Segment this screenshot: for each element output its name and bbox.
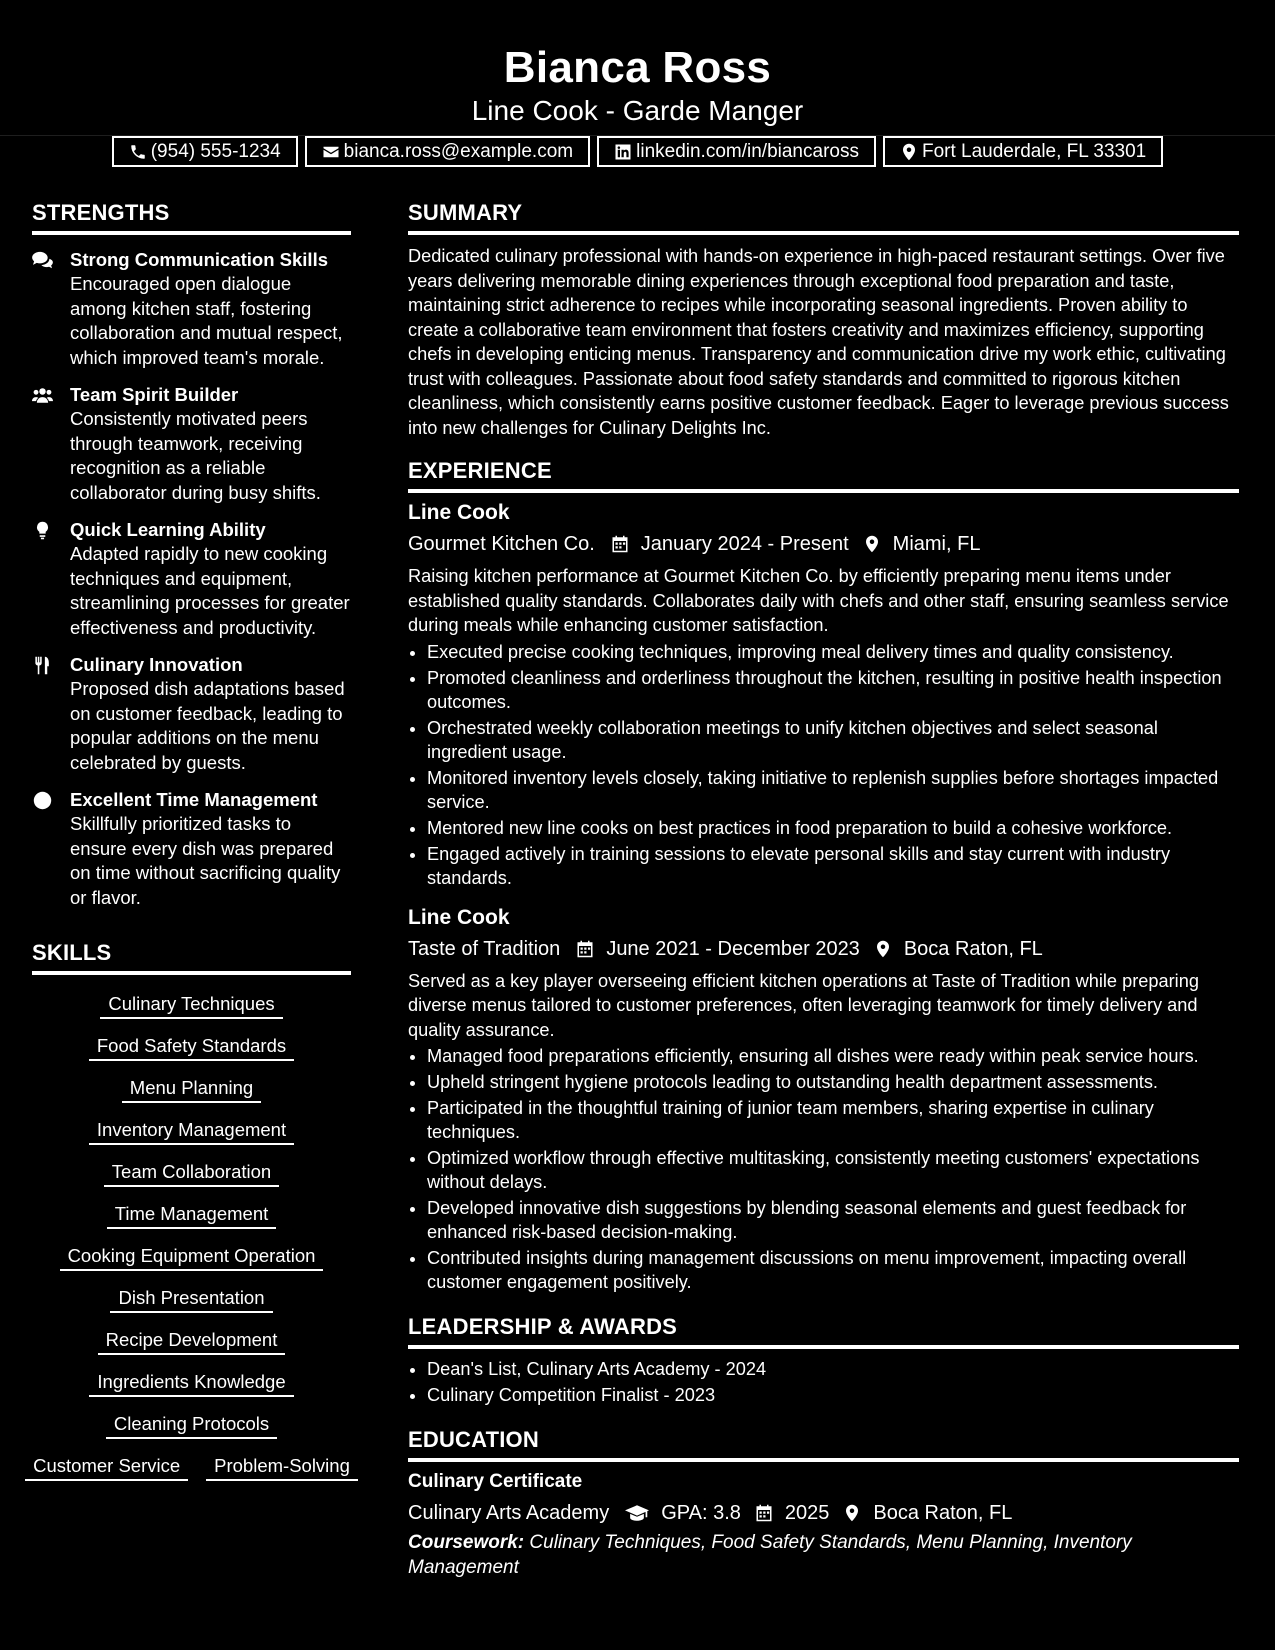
resume-header xyxy=(0,0,1275,162)
education-year: 2025 xyxy=(784,1502,830,1524)
left-column xyxy=(32,196,351,1481)
gpa-text: GPA: 3.8 xyxy=(661,1502,741,1524)
job-description: Served as a key player overseeing efficient kitchen operations at Taste of Tradition while preparing diverse menus tailored to customer preferences, often leveraging teamwork for timely delivery and quality assurance. xyxy=(408,970,1199,1040)
map-pin-icon xyxy=(843,1503,861,1523)
phone-text: (954) 555-1234 xyxy=(150,140,281,162)
job-entry xyxy=(408,499,1239,890)
contact-phone[interactable] xyxy=(112,136,298,167)
strength-title: Strong Communication Skills xyxy=(70,249,328,270)
job-bullets xyxy=(408,640,1239,890)
strength-title: Team Spirit Builder xyxy=(70,384,239,405)
education-meta xyxy=(408,1498,1239,1528)
education-heading: EDUCATION xyxy=(408,1423,1239,1462)
job-meta xyxy=(408,934,1239,964)
skill-tag: Food Safety Standards xyxy=(89,1033,294,1061)
candidate-name: Bianca Ross xyxy=(503,43,772,92)
graduation-cap-icon xyxy=(625,1503,649,1523)
skill-tag: Culinary Techniques xyxy=(100,991,282,1019)
contact-bar xyxy=(0,136,1275,167)
coursework-label: Coursework: xyxy=(408,1532,525,1553)
skill-tag: Inventory Management xyxy=(89,1117,294,1145)
strength-item xyxy=(32,248,351,370)
location-text: Fort Lauderdale, FL 33301 xyxy=(921,140,1147,162)
job-bullet: • Upheld stringent hygiene protocols leading to outstanding health department assessments. xyxy=(427,1070,1239,1094)
skill-tag: Cooking Equipment Operation xyxy=(60,1243,324,1271)
skill-tag: Menu Planning xyxy=(122,1075,261,1103)
clock-icon xyxy=(32,791,53,810)
job-bullet: • Orchestrated weekly collaboration meetings to unify kitchen objectives and select seasonal ingredient usage. xyxy=(427,716,1239,764)
education-location: Boca Raton, FL xyxy=(873,1502,1013,1524)
job-title: Line Cook xyxy=(408,905,510,929)
job-entry xyxy=(408,904,1239,1295)
contact-linkedin[interactable] xyxy=(597,136,876,167)
skill-tag: Customer Service xyxy=(25,1453,188,1481)
job-bullet: • Developed innovative dish suggestions by blending seasonal elements and guest feedback for enhanced risk-based decision-making. xyxy=(427,1196,1239,1244)
award-item: • Dean's List, Culinary Arts Academy - 2024 xyxy=(427,1357,1239,1381)
linkedin-text: linkedin.com/in/biancaross xyxy=(636,140,859,162)
right-column xyxy=(408,196,1239,1580)
calendar-icon xyxy=(611,534,629,554)
job-dates: June 2021 - December 2023 xyxy=(606,937,860,960)
linkedin-icon xyxy=(614,143,632,161)
comments-icon xyxy=(32,251,53,270)
job-bullet: • Executed precise cooking techniques, improving meal delivery times and quality consistency. xyxy=(427,640,1239,664)
map-pin-icon xyxy=(900,143,918,161)
map-pin-icon xyxy=(874,939,892,959)
job-bullets xyxy=(408,1044,1239,1294)
skill-tag: Cleaning Protocols xyxy=(106,1411,277,1439)
job-bullet: • Managed food preparations efficiently, ensuring all dishes were ready within peak service hours. xyxy=(427,1044,1239,1068)
experience-heading: EXPERIENCE xyxy=(408,454,1239,493)
job-title: Line Cook xyxy=(408,501,510,524)
strength-desc: Skillfully prioritized tasks to ensure every dish was prepared on time without sacrificing quality or flavor. xyxy=(70,813,341,908)
skill-tag: Problem-Solving xyxy=(206,1453,358,1481)
strength-title: Culinary Innovation xyxy=(70,654,243,675)
envelope-icon xyxy=(322,143,340,161)
skill-tag: Team Collaboration xyxy=(104,1159,279,1187)
job-bullet: • Participated in the thoughtful training of junior team members, sharing expertise in culinary techniques. xyxy=(427,1096,1239,1144)
strength-item xyxy=(32,383,351,505)
candidate-role: Line Cook - Garde Manger xyxy=(471,95,804,126)
coursework xyxy=(408,1530,1239,1580)
contact-email[interactable] xyxy=(305,136,590,167)
job-company: Taste of Tradition xyxy=(408,937,561,960)
coursework-text: Culinary Techniques, Food Safety Standards, Menu Planning, Inventory Management xyxy=(408,1532,1132,1578)
strength-title: Quick Learning Ability xyxy=(70,519,266,540)
job-meta xyxy=(408,529,1239,559)
contact-location xyxy=(883,136,1163,167)
job-description: Raising kitchen performance at Gourmet Kitchen Co. by efficiently preparing menu items under established quality standards. Collaborates daily with chefs and other staff, ensuring seamless service during meals while enhancing customer satisfaction. xyxy=(408,566,1229,635)
strength-desc: Adapted rapidly to new cooking techniques and equipment, streamlining processes for greater effectiveness and productivity. xyxy=(70,543,350,638)
school-name: Culinary Arts Academy xyxy=(408,1502,610,1524)
strength-item xyxy=(32,653,351,775)
phone-icon xyxy=(129,143,147,161)
strength-desc: Encouraged open dialogue among kitchen staff, fostering collaboration and mutual respect, which improved team's morale. xyxy=(70,273,343,368)
skill-tag: Time Management xyxy=(107,1201,277,1229)
strengths-heading: STRENGTHS xyxy=(32,196,351,235)
job-bullet: • Promoted cleanliness and orderliness throughout the kitchen, resulting in positive health inspection outcomes. xyxy=(427,666,1239,714)
strength-desc: Consistently motivated peers through teamwork, receiving recognition as a reliable collaborator during busy shifts. xyxy=(70,408,321,503)
awards-list xyxy=(408,1357,1239,1407)
job-bullet: • Optimized workflow through effective multitasking, consistently meeting customers' expectations without delays. xyxy=(427,1146,1239,1194)
job-dates: January 2024 - Present xyxy=(640,533,849,555)
calendar-icon xyxy=(576,939,594,959)
skill-tag: Ingredients Knowledge xyxy=(89,1369,293,1397)
calendar-icon xyxy=(755,1503,773,1523)
skill-tag: Recipe Development xyxy=(98,1327,286,1355)
summary-text: Dedicated culinary professional with hands-on experience in high-paced restaurant settings. Over five years delivering memorable dining experiences through exceptional food preparation and taste, maintaining strict adherence to recipes while incorporating seasonal ingredients. Proven ability to create a collaborative team environment that fosters creativity and maximizes efficiency, supporting chefs in developing enticing menus. Transparency and communication drive my work ethic, cultivating trust with colleagues. Passionate about food safety standards and committed to rigorous kitchen cleanliness, which consistently earns positive customer feedback. Eager to leverage previous success into new challenges for Culinary Delights Inc. xyxy=(408,246,1229,438)
degree-title: Culinary Certificate xyxy=(408,1471,583,1492)
strength-title: Excellent Time Management xyxy=(70,789,318,810)
lightbulb-icon xyxy=(32,521,53,540)
job-company: Gourmet Kitchen Co. xyxy=(408,533,595,555)
map-pin-icon xyxy=(863,534,881,554)
job-location: Boca Raton, FL xyxy=(903,937,1043,960)
strength-item xyxy=(32,518,351,640)
utensils-icon xyxy=(32,656,53,675)
job-location: Miami, FL xyxy=(892,533,981,555)
job-bullet: • Monitored inventory levels closely, taking initiative to replenish supplies before shortages impacted service. xyxy=(427,766,1239,814)
email-text: bianca.ross@example.com xyxy=(343,140,574,162)
strength-desc: Proposed dish adaptations based on customer feedback, leading to popular additions on the menu celebrated by guests. xyxy=(70,678,345,773)
strength-item xyxy=(32,788,351,910)
job-bullet: • Engaged actively in training sessions to elevate personal skills and stay current with industry standards. xyxy=(427,842,1239,890)
summary-heading: SUMMARY xyxy=(408,196,1239,235)
skills-list xyxy=(32,991,351,1481)
skill-tag: Dish Presentation xyxy=(110,1285,272,1313)
job-bullet: • Contributed insights during management discussions on menu improvement, impacting overall customer engagement positively. xyxy=(427,1246,1239,1294)
award-item: • Culinary Competition Finalist - 2023 xyxy=(427,1383,1239,1407)
awards-heading: LEADERSHIP & AWARDS xyxy=(408,1310,1239,1349)
users-icon xyxy=(32,386,53,405)
job-bullet: • Mentored new line cooks on best practices in food preparation to build a cohesive workforce. xyxy=(427,816,1239,840)
skills-heading: SKILLS xyxy=(32,936,351,975)
